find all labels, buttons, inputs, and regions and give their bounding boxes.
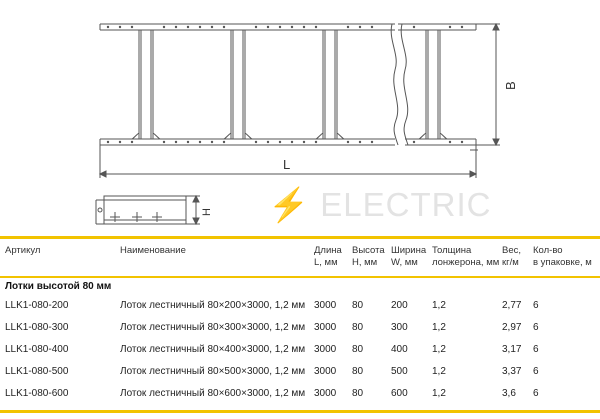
- table-cell: 2,97: [502, 322, 522, 333]
- table-cell: 3,37: [502, 366, 522, 377]
- header-text: Артикул: [5, 245, 41, 256]
- header-height: [352, 245, 385, 269]
- table-cell: 3000: [314, 366, 337, 377]
- header-text: Ширина: [391, 245, 427, 256]
- table-cell: LLK1-080-600: [5, 388, 69, 399]
- header-text: лонжерона, мм: [432, 257, 500, 268]
- table-cell: 3000: [314, 300, 337, 311]
- table-cell: LLK1-080-400: [5, 344, 69, 355]
- table-cell: 6: [533, 322, 539, 333]
- header-article: [5, 245, 40, 257]
- table-row: [0, 366, 600, 380]
- header-text: Кол-во: [533, 245, 563, 256]
- table-cell: 3000: [314, 322, 337, 333]
- header-text: W, мм: [391, 257, 418, 268]
- table-cell: LLK1-080-200: [5, 300, 69, 311]
- table-cell: 80: [352, 388, 364, 399]
- table-cell: 400: [391, 344, 408, 355]
- table-cell: LLK1-080-500: [5, 366, 69, 377]
- table-cell: 1,2: [432, 300, 446, 311]
- header-thickness: [432, 245, 499, 269]
- rungs: [132, 30, 447, 139]
- table-cell: 200: [391, 300, 408, 311]
- watermark-logo-icon: ⚡: [268, 186, 311, 223]
- header-text: Высота: [352, 245, 385, 256]
- table-cell: 3000: [314, 344, 337, 355]
- header-weight: [502, 245, 521, 269]
- header-text: Вес,: [502, 245, 522, 256]
- table-cell: Лоток лестничный 80×500×3000, 1,2 мм: [120, 366, 306, 377]
- table-cell: Лоток лестничный 80×200×3000, 1,2 мм: [120, 300, 306, 311]
- table-cell: Лоток лестничный 80×600×3000, 1,2 мм: [120, 388, 306, 399]
- table-cell: 80: [352, 344, 364, 355]
- table-cell: 2,77: [502, 300, 522, 311]
- header-text: H, мм: [352, 257, 378, 268]
- header-text: L, мм: [314, 257, 338, 268]
- table-cell: 1,2: [432, 388, 446, 399]
- table-cell: 6: [533, 344, 539, 355]
- table-row: [0, 344, 600, 358]
- table-cell: 500: [391, 366, 408, 377]
- header-name: [120, 245, 186, 257]
- watermark: [268, 186, 491, 225]
- table-cell: Лоток лестничный 80×400×3000, 1,2 мм: [120, 344, 306, 355]
- table-cell: 80: [352, 366, 364, 377]
- table-cell: 1,2: [432, 344, 446, 355]
- table-header-rule: [0, 276, 600, 278]
- dimension-label-l: L: [283, 157, 291, 172]
- table-cell: 80: [352, 322, 364, 333]
- break-line: [391, 24, 398, 145]
- group-title: Лотки высотой 80 мм: [5, 281, 112, 292]
- table-cell: 3,6: [502, 388, 516, 399]
- table-cell: 1,2: [432, 366, 446, 377]
- header-text: кг/м: [502, 257, 519, 268]
- table-bottom-rule: [0, 410, 600, 413]
- spec-table: [0, 236, 600, 419]
- header-quantity: [533, 245, 592, 269]
- table-row: [0, 300, 600, 314]
- longeron-holes: [107, 26, 463, 143]
- top-longeron: [100, 24, 476, 30]
- table-cell: 6: [533, 388, 539, 399]
- table-cell: 80: [352, 300, 364, 311]
- table-cell: 6: [533, 300, 539, 311]
- table-cell: 3000: [314, 388, 337, 399]
- watermark-text: ELECTRIC: [320, 186, 492, 223]
- table-cell: Лоток лестничный 80×300×3000, 1,2 мм: [120, 322, 306, 333]
- table-cell: LLK1-080-300: [5, 322, 69, 333]
- table-cell: 1,2: [432, 322, 446, 333]
- header-text: Толщина: [432, 245, 472, 256]
- header-length: [314, 245, 342, 269]
- table-top-rule: [0, 236, 600, 239]
- header-text: Наименование: [120, 245, 186, 256]
- table-cell: 300: [391, 322, 408, 333]
- table-cell: 6: [533, 366, 539, 377]
- table-row: [0, 322, 600, 336]
- header-text: Длина: [314, 245, 342, 256]
- header-text: в упаковке, м: [533, 257, 592, 268]
- header-width: [391, 245, 426, 269]
- dimension-label-b: B: [503, 81, 518, 90]
- table-cell: 600: [391, 388, 408, 399]
- bottom-longeron: [100, 139, 476, 145]
- table-cell: 3,17: [502, 344, 522, 355]
- dimension-label-h: H: [201, 208, 213, 216]
- table-row: [0, 388, 600, 402]
